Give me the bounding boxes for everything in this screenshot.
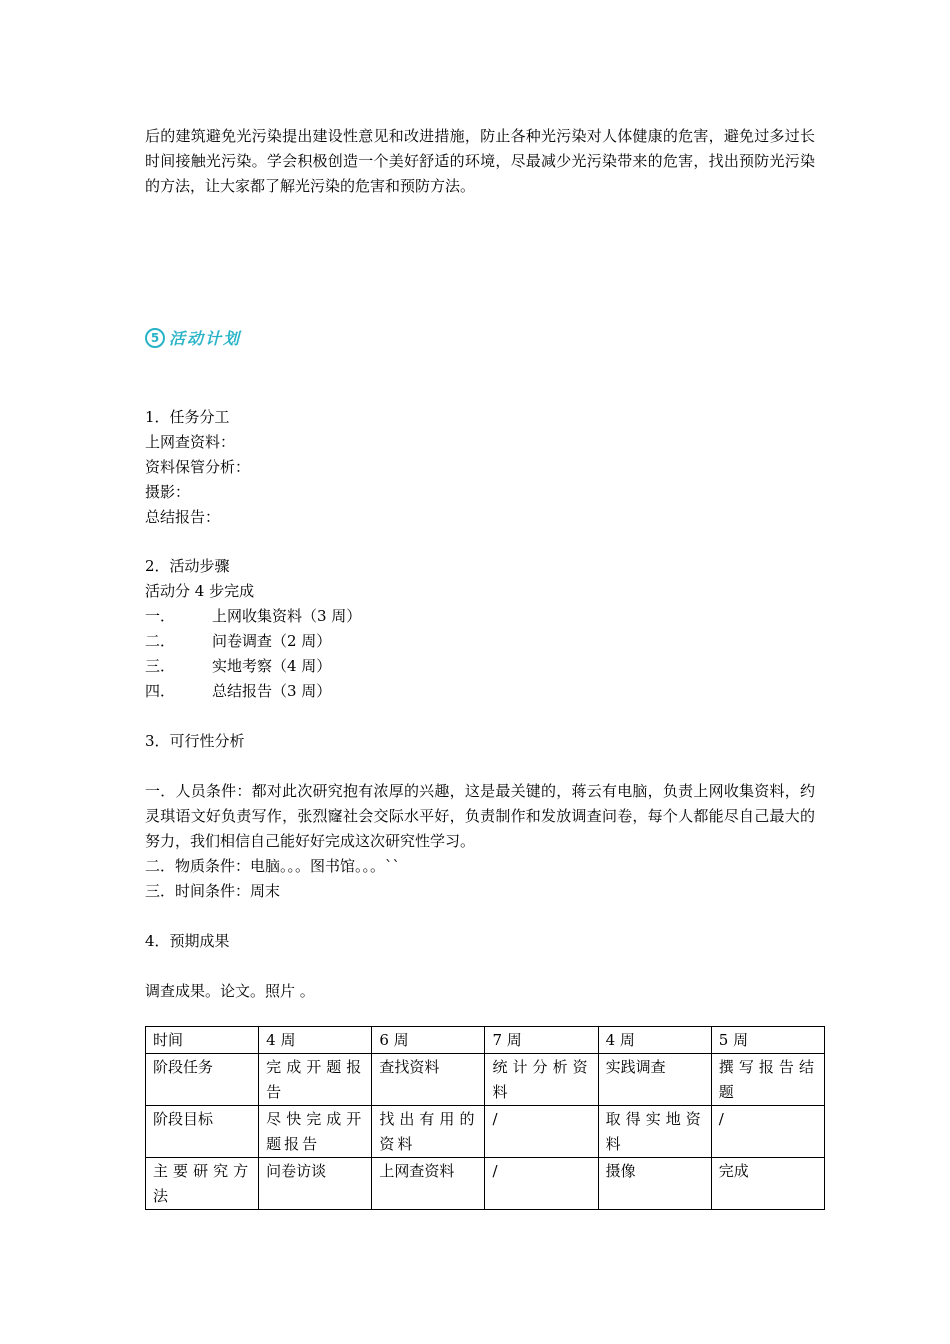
table-row: [146, 1054, 825, 1106]
feasibility-time: 三．时间条件：周末: [145, 882, 281, 900]
table-cell: 完成: [711, 1158, 824, 1210]
table-cell: 统计分析资料: [485, 1054, 598, 1106]
table-cell: 4 周: [259, 1027, 372, 1054]
table-cell: /: [711, 1106, 824, 1158]
step-text: 总结报告（3 周）: [212, 682, 332, 700]
feasibility-personnel: 一．人员条件：都对此次研究抱有浓厚的兴趣，这是最关键的，蒋云有电脑，负责上网收集资料，约灵琪语文好负责写作，张烈窿社会交际水平好，负责制作和发放调查问卷，每个人都能尽自己最大的努力，我们相信自己能好好完成这次研究性学习。: [145, 782, 815, 850]
table-cell: 取得实地资料: [598, 1106, 711, 1158]
table-cell: 撰写报告结题: [711, 1054, 824, 1106]
table-cell: /: [485, 1106, 598, 1158]
division-heading: 1．任务分工: [145, 408, 230, 426]
step-item: [145, 679, 331, 704]
table-cell: /: [485, 1158, 598, 1210]
table-cell: 找出有用的资料: [372, 1106, 485, 1158]
table-row: [146, 1158, 825, 1210]
feasibility-heading: 3．可行性分析: [145, 732, 245, 750]
schedule-table: [145, 1026, 825, 1210]
step-text: 上网收集资料（3 周）: [212, 607, 362, 625]
table-cell: 6 周: [372, 1027, 485, 1054]
results-text: 调查成果。论文。照片 。: [145, 982, 315, 1000]
division-item: 资料保管分析：: [145, 458, 251, 476]
step-item: [145, 629, 331, 654]
feasibility-material: 二．物质条件：电脑。。。图书馆。。。``: [145, 857, 401, 875]
table-cell: 问卷访谈: [259, 1158, 372, 1210]
section-number-badge: 5: [145, 328, 165, 348]
step-item: [145, 654, 331, 679]
table-cell: 4 周: [598, 1027, 711, 1054]
table-cell: 摄像: [598, 1158, 711, 1210]
step-number: 三．: [145, 657, 176, 675]
table-cell: 完成开题报告: [259, 1054, 372, 1106]
table-cell: 阶段目标: [146, 1106, 259, 1158]
steps-summary: 活动分 4 步完成: [145, 582, 255, 600]
step-text: 实地考察（4 周）: [212, 657, 332, 675]
table-cell: 实践调查: [598, 1054, 711, 1106]
results-heading: 4．预期成果: [145, 932, 230, 950]
step-number: 四．: [145, 682, 176, 700]
table-cell: 主要研究方法: [146, 1158, 259, 1210]
division-item: 总结报告：: [145, 508, 221, 526]
steps-heading: 2．活动步骤: [145, 557, 230, 575]
step-text: 问卷调查（2 周）: [212, 632, 332, 650]
table-cell: 阶段任务: [146, 1054, 259, 1106]
step-number: 二．: [145, 632, 176, 650]
table-cell: 尽快完成开题报告: [259, 1106, 372, 1158]
step-number: 一．: [145, 607, 176, 625]
section-title: 活动计划: [169, 329, 242, 348]
division-item: 摄影：: [145, 483, 191, 501]
intro-paragraph: 后的建筑避免光污染提出建设性意见和改进措施，防止各种光污染对人体健康的危害，避免过多过长时间接触光污染。学会积极创造一个美好舒适的环境，尽最减少光污染带来的危害，找出预防光污染的方法，让大家都了解光污染的危害和预防方法。: [145, 127, 815, 195]
table-cell: 7 周: [485, 1027, 598, 1054]
step-item: [145, 604, 361, 629]
division-item: 上网查资料：: [145, 433, 236, 451]
table-row: [146, 1106, 825, 1158]
table-cell: 查找资料: [372, 1054, 485, 1106]
section-heading: [145, 326, 241, 349]
table-cell: 时间: [146, 1027, 259, 1054]
table-row: [146, 1027, 825, 1054]
table-cell: 上网查资料: [372, 1158, 485, 1210]
table-cell: 5 周: [711, 1027, 824, 1054]
